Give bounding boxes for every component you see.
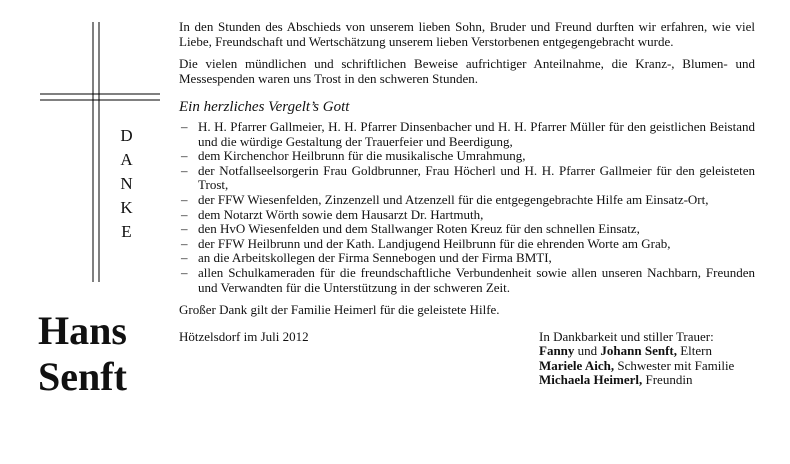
signature-block xyxy=(539,330,734,388)
intro-paragraph: Die vielen mündlichen und schriftlichen Beweise aufrichtiger Anteilnahme, die Kranz-, Blumen- und Messespenden waren uns Trost in den schweren Stunden. xyxy=(179,56,755,86)
list-item: – dem Notarzt Wörth sowie dem Hausarzt Dr. Hartmuth, xyxy=(179,208,755,223)
signature-intro: In Dankbarkeit und stiller Trauer: xyxy=(539,328,714,344)
list-item: – dem Kirchenchor Heilbrunn für die musikalische Umrahmung, xyxy=(179,149,755,164)
danke-letter: E xyxy=(121,222,133,241)
notice-body xyxy=(179,20,755,400)
signature-line xyxy=(539,359,734,374)
signature-name: Fanny xyxy=(539,343,575,359)
signature-relation: Eltern xyxy=(680,343,712,359)
list-item: – der Notfallseelsorgerin Frau Goldbrunner, Frau Höcherl und H. H. Pfarrer Gallmeier für den geleisteten Trost, xyxy=(179,164,755,193)
list-item: – der FFW Heilbrunn und der Kath. Landjugend Heilbrunn für die ehrenden Worte am Grab, xyxy=(179,237,755,252)
list-item: – an die Arbeitskollegen der Firma Sennebogen und der Firma BMTI, xyxy=(179,251,755,266)
list-item: – den HvO Wiesenfelden und dem Stallwanger Roten Kreuz für den schnellen Einsatz, xyxy=(179,222,755,237)
signature-name: Michaela Heimerl, xyxy=(539,372,643,388)
signature-relation: Freundin xyxy=(645,372,693,388)
signature-connector: und xyxy=(577,343,598,359)
thanks-list xyxy=(179,120,755,295)
intro-paragraph: In den Stunden des Abschieds von unserem lieben Sohn, Bruder und Freund durften wir erfahren, wie viel Liebe, Freundschaft und Wertschätzung unserem lieben Verstorbenen entgegengebracht wurde. xyxy=(179,19,755,49)
list-item: – H. H. Pfarrer Gallmeier, H. H. Pfarrer Dinsenbacher und H. H. Pfarrer Müller für den geistlichen Beistand und die würdige Gestaltung der Trauerfeier und Beerdigung, xyxy=(179,120,755,149)
danke-vertical-text xyxy=(117,124,137,244)
deceased-name xyxy=(38,308,127,400)
closing-line: Großer Dank gilt der Familie Heimerl für die geleistete Hilfe. xyxy=(179,302,500,318)
danke-letter: D xyxy=(120,126,134,145)
danke-letter: K xyxy=(120,198,134,217)
danke-letter: A xyxy=(120,150,134,169)
thanks-heading: Ein herzliches Vergelt’s Gott xyxy=(179,99,350,116)
danke-letter: N xyxy=(120,174,134,193)
deceased-first-name: Hans xyxy=(38,308,127,353)
cross-icon xyxy=(40,22,160,282)
footer xyxy=(179,330,755,400)
signature-name: Johann Senft, xyxy=(600,343,677,359)
signature-relation: Schwester mit Familie xyxy=(617,357,735,373)
signature-name: Mariele Aich, xyxy=(539,357,615,373)
list-item: – der FFW Wiesenfelden, Zinzenzell und Atzenzell für die entgegengebrachte Hilfe am Einsatz-Ort, xyxy=(179,193,755,208)
list-item: – allen Schulkameraden für die freundschaftliche Verbundenheit sowie allen unseren Nachbarn, Freunden und Verwandten für die Unterstützung in der schweren Zeit. xyxy=(179,266,755,295)
place-date: Hötzelsdorf im Juli 2012 xyxy=(179,328,309,344)
signature-line xyxy=(539,373,734,388)
signature-line xyxy=(539,344,734,359)
deceased-last-name: Senft xyxy=(38,354,127,399)
